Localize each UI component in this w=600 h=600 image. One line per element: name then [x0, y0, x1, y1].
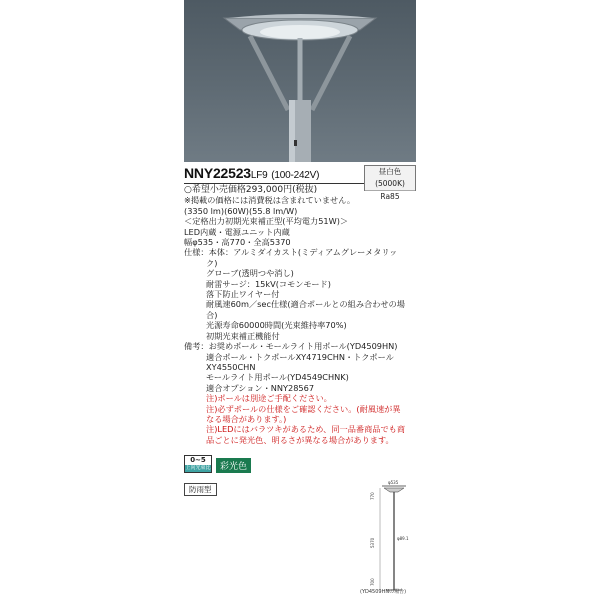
- spec-line: 初期光束補正機能付: [206, 330, 280, 341]
- dim-top-width: φ535: [388, 480, 399, 485]
- spec-line: 注)必ずポールの仕様をご確認ください。(耐風速が異: [206, 403, 401, 414]
- spec-line: グローブ(透明つや消し): [206, 268, 294, 279]
- spec-line: 仕様：本体：アルミダイカスト(ミディアムグレーメタリッ: [184, 247, 398, 258]
- dim-base-height: 700: [370, 578, 375, 586]
- color-badge: 彩光色: [216, 458, 251, 473]
- spec-line: 注)ポールは別途ご手配ください。: [206, 393, 332, 404]
- spec-text: [184, 185, 416, 445]
- divider: [184, 183, 364, 184]
- dim-caption: (YD4509HNの場合): [360, 589, 407, 595]
- spec-line: 備考：お奨めポール・モールライト用ポール(YD4509HN): [184, 341, 398, 352]
- street-light-image: [184, 0, 416, 162]
- dim-head-height: 770: [370, 492, 375, 500]
- spec-line: 適合オプション・NNY28567: [206, 382, 315, 393]
- dimension-drawing: [360, 478, 420, 598]
- spec-line: ○希望小売価格293,000円(税抜): [184, 185, 318, 195]
- dim-pole-height: 5370: [370, 537, 375, 548]
- spec-line: ＜定格出力初期光束補正型(平均電力51W)＞: [184, 216, 349, 227]
- spec-line: 耐雷サージ：15kV(コモンモード): [206, 278, 331, 289]
- spec-line: 光源寿命60000時間(光束維持率70%): [206, 320, 347, 331]
- spec-line: なる場合があります。): [206, 413, 287, 424]
- spec-line: 適合ポール・トクポールXY4719CHN・トクポール: [206, 351, 394, 362]
- spec-line: モールライト用ポール(YD4549CHNK): [206, 372, 349, 383]
- spec-line: 耐風速60m／sec仕様(適合ポールとの組み合わせの場: [206, 299, 405, 310]
- product-photo: [184, 0, 416, 162]
- model-number: NNY22523LF9 (100-242V): [184, 165, 320, 181]
- spec-line: 合): [206, 309, 218, 320]
- spec-line: LED内蔵・電源ユニット内蔵: [184, 226, 290, 237]
- spec-line: 落下防止ワイヤー付: [206, 289, 280, 300]
- ra-label: Ra85: [380, 192, 400, 201]
- upward-light-ratio-badge: 0~5 上向光束比: [185, 456, 211, 471]
- spec-line: 注)LEDにはバラツキがあるため、同一品番商品でも商: [206, 424, 406, 435]
- color-label: 昼白色(5000K): [365, 166, 415, 191]
- spec-line: ク): [206, 257, 218, 268]
- spec-line: XY4550CHN: [206, 361, 256, 372]
- spec-line: 品ごとに発光色、明るさが異なる場合があります。: [206, 434, 394, 445]
- spec-line: ※掲載の価格には消費税は含まれていません。: [184, 195, 356, 206]
- dim-pole-diameter: φ89.1: [397, 536, 409, 541]
- spec-line: 幅φ535・高770・全高5370: [184, 237, 291, 248]
- spec-line: (3350 lm)(60W)(55.8 lm/W): [184, 205, 298, 216]
- rainproof-badge: 防雨型: [184, 483, 217, 496]
